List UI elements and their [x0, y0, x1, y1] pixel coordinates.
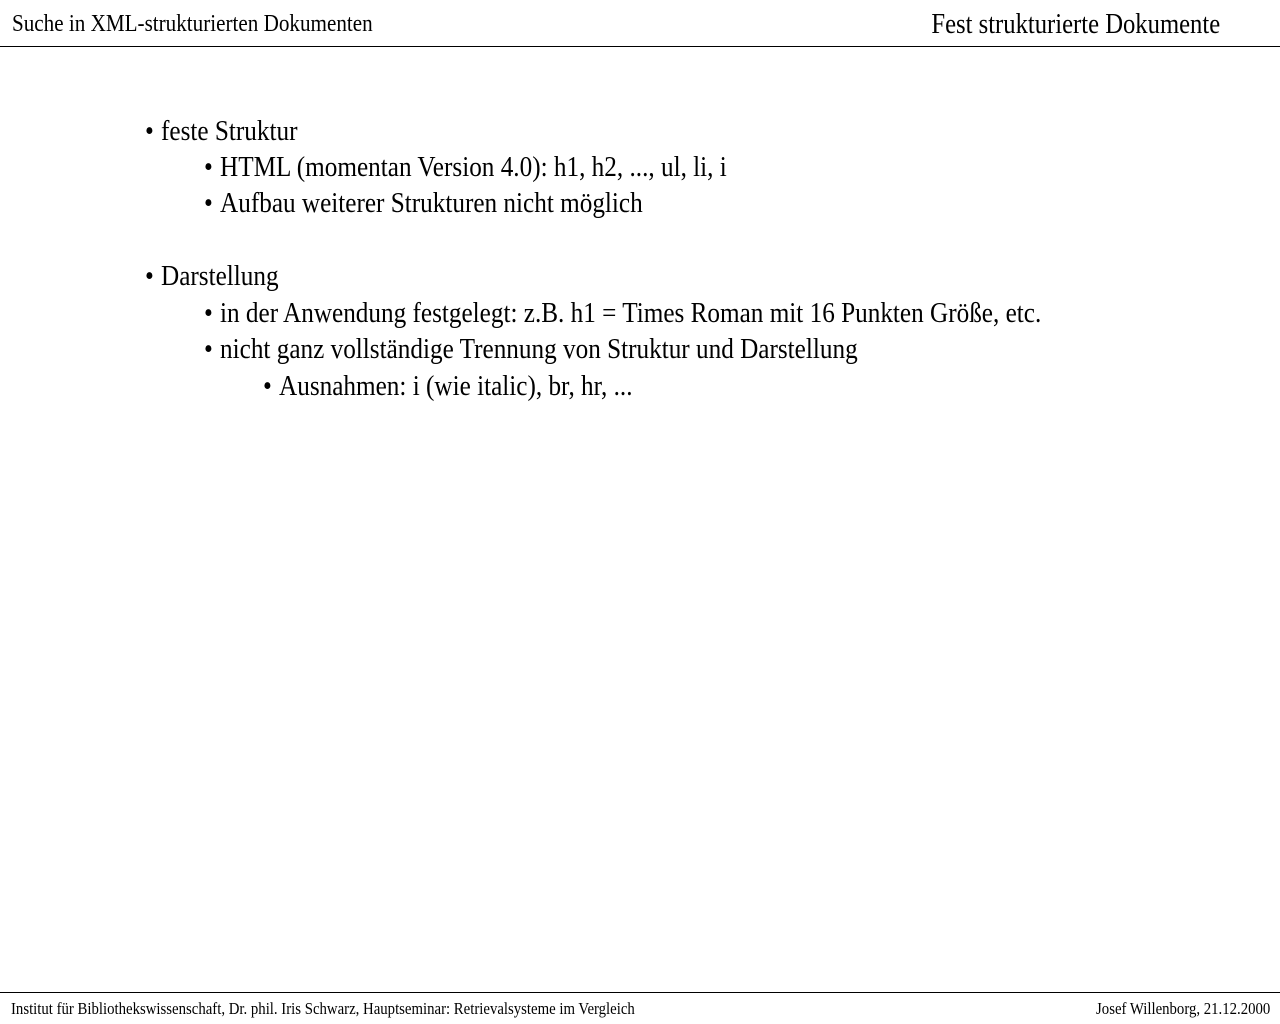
footer-institution: Institut für Bibliothekswissenschaft, Dr. phil. Iris Schwarz, Hauptseminar: Retrievalsysteme im Vergleich — [11, 999, 635, 1018]
bullet-item-level-3 — [263, 371, 633, 403]
bullet-text: HTML (momentan Version 4.0): h1, h2, ..., ul, li, i — [220, 152, 727, 183]
header-title-right: Fest strukturierte Dokumente — [931, 9, 1220, 40]
bullet-item-level-2 — [204, 152, 727, 184]
footer-divider — [0, 992, 1280, 993]
bullet-icon: • — [145, 116, 154, 147]
bullet-text: Ausnahmen: i (wie italic), br, hr, ... — [279, 371, 633, 402]
bullet-item-level-2 — [204, 298, 1041, 330]
bullet-icon: • — [204, 152, 213, 183]
bullet-icon: • — [204, 298, 213, 329]
bullet-item-level-2 — [204, 188, 643, 220]
bullet-text: nicht ganz vollständige Trennung von Struktur und Darstellung — [220, 334, 858, 365]
bullet-text: Aufbau weiterer Strukturen nicht möglich — [220, 188, 643, 219]
bullet-text: Darstellung — [161, 261, 279, 292]
bullet-text: feste Struktur — [161, 116, 298, 147]
bullet-item-level-1 — [145, 261, 279, 293]
bullet-icon: • — [204, 334, 213, 365]
footer-author-date: Josef Willenborg, 21.12.2000 — [1095, 999, 1270, 1018]
bullet-icon: • — [145, 261, 154, 292]
bullet-item-level-1 — [145, 116, 298, 148]
header-divider — [0, 46, 1280, 47]
bullet-item-level-2 — [204, 334, 858, 366]
bullet-icon: • — [263, 371, 272, 402]
bullet-text: in der Anwendung festgelegt: z.B. h1 = Times Roman mit 16 Punkten Größe, etc. — [220, 298, 1042, 329]
header-title-left: Suche in XML-strukturierten Dokumenten — [12, 11, 373, 37]
bullet-icon: • — [204, 188, 213, 219]
